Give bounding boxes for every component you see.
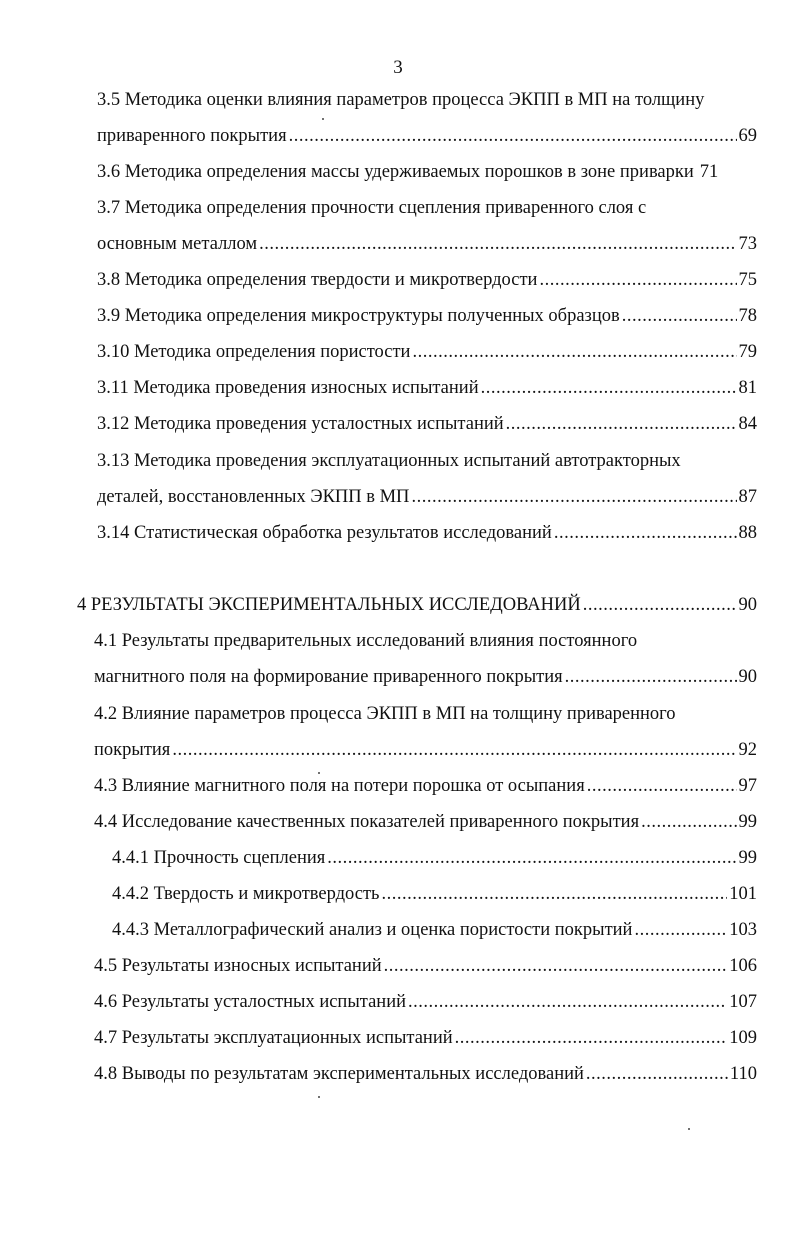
leader-dots bbox=[408, 991, 727, 1013]
toc-4-1-line1: 4.1 Результаты предварительных исследований влияния постоянного bbox=[94, 631, 638, 651]
toc-3-9-title: 3.9 Методика определения микроструктуры полученных образцов bbox=[97, 306, 620, 326]
toc-chapter-4-title: 4 РЕЗУЛЬТАТЫ ЭКСПЕРИМЕНТАЛЬНЫХ ИССЛЕДОВАНИЙ bbox=[77, 595, 581, 615]
toc-4-8-page: 110 bbox=[729, 1064, 757, 1084]
leader-dots bbox=[622, 305, 737, 327]
toc-3-13-line1: 3.13 Методика проведения эксплуатационных испытаний автотракторных bbox=[97, 451, 681, 471]
toc-4-5 bbox=[94, 955, 757, 977]
toc-3-5 bbox=[97, 125, 757, 147]
toc-4-8 bbox=[94, 1063, 757, 1085]
leader-dots bbox=[259, 233, 736, 255]
leader-dots bbox=[554, 522, 737, 544]
toc-3-14 bbox=[97, 522, 757, 544]
toc-3-12-page: 84 bbox=[738, 414, 757, 434]
leader-dots bbox=[327, 847, 736, 869]
toc-3-12-title: 3.12 Методика проведения усталостных испытаний bbox=[97, 414, 504, 434]
toc-4-3-page: 97 bbox=[738, 776, 757, 796]
toc-4-4-3 bbox=[112, 919, 757, 941]
toc-4-4-title: 4.4 Исследование качественных показателей приваренного покрытия bbox=[94, 812, 640, 832]
toc-3-5-line2: приваренного покрытия bbox=[97, 126, 287, 146]
leader-dots bbox=[587, 775, 737, 797]
toc-4-2-page: 92 bbox=[738, 740, 757, 760]
toc-3-9 bbox=[97, 305, 757, 327]
toc-3-13-page: 87 bbox=[738, 487, 757, 507]
toc-4-2-line1: 4.2 Влияние параметров процесса ЭКПП в МП на толщину приваренного bbox=[94, 704, 676, 724]
toc-4-3 bbox=[94, 775, 757, 797]
speck bbox=[318, 1096, 320, 1098]
toc-4-4-1 bbox=[112, 847, 757, 869]
toc-3-6-page: 71 bbox=[699, 162, 719, 182]
toc-3-11-title: 3.11 Методика проведения износных испытаний bbox=[97, 378, 479, 398]
toc-4-2 bbox=[94, 739, 757, 761]
toc-4-3-title: 4.3 Влияние магнитного поля на потери порошка от осыпания bbox=[94, 776, 585, 796]
toc-4-2-line2: покрытия bbox=[94, 740, 171, 760]
leader-dots bbox=[481, 377, 737, 399]
toc-3-5-line1: 3.5 Методика оценки влияния параметров процесса ЭКПП в МП на толщину bbox=[97, 90, 705, 110]
toc-3-9-page: 78 bbox=[738, 306, 757, 326]
leader-dots bbox=[539, 269, 736, 291]
toc-4-6-title: 4.6 Результаты усталостных испытаний bbox=[94, 992, 406, 1012]
leader-dots bbox=[411, 486, 736, 508]
toc-3-6 bbox=[97, 161, 757, 183]
toc-4-5-page: 106 bbox=[729, 956, 757, 976]
toc-3-8-title: 3.8 Методика определения твердости и микротвердости bbox=[97, 270, 538, 290]
speck bbox=[318, 772, 320, 774]
toc-4-7-page: 109 bbox=[729, 1028, 757, 1048]
toc-4-1-line2: магнитного поля на формирование приваренного покрытия bbox=[94, 667, 563, 687]
toc-4-6-page: 107 bbox=[729, 992, 757, 1012]
toc-3-13-line2: деталей, восстановленных ЭКПП в МП bbox=[97, 487, 410, 507]
toc-3-7 bbox=[97, 233, 757, 255]
page-number: 3 bbox=[393, 57, 403, 78]
speck bbox=[688, 1128, 690, 1130]
toc-4-4-2-page: 101 bbox=[729, 884, 757, 904]
toc-3-10 bbox=[97, 341, 757, 363]
toc-4-4-3-title: 4.4.3 Металлографический анализ и оценка пористости покрытий bbox=[112, 920, 633, 940]
toc-4-4 bbox=[94, 811, 757, 833]
toc-4-6 bbox=[94, 991, 757, 1013]
leader-dots bbox=[289, 125, 737, 147]
toc-3-6-title: 3.6 Методика определения массы удерживаемых порошков в зоне приварки bbox=[97, 162, 694, 182]
toc-3-14-page: 88 bbox=[738, 523, 757, 543]
toc-4-7 bbox=[94, 1027, 757, 1049]
leader-dots bbox=[455, 1027, 728, 1049]
toc-3-10-page: 79 bbox=[738, 342, 757, 362]
toc-3-10-title: 3.10 Методика определения пористости bbox=[97, 342, 411, 362]
toc-4-4-2 bbox=[112, 883, 757, 905]
leader-dots bbox=[565, 666, 737, 688]
toc-3-7-page: 73 bbox=[738, 234, 757, 254]
toc-3-11-page: 81 bbox=[738, 378, 757, 398]
leader-dots bbox=[586, 1063, 728, 1085]
toc-3-8-page: 75 bbox=[738, 270, 757, 290]
toc-3-11 bbox=[97, 377, 757, 399]
toc-chapter-4 bbox=[77, 594, 757, 616]
toc-3-13 bbox=[97, 486, 757, 508]
toc-3-7-line2: основным металлом bbox=[97, 234, 258, 254]
toc-3-8 bbox=[97, 269, 757, 291]
toc-3-12 bbox=[97, 413, 757, 435]
toc-3-5-page: 69 bbox=[738, 126, 757, 146]
speck bbox=[322, 118, 324, 120]
toc-4-4-1-title: 4.4.1 Прочность сцепления bbox=[112, 848, 326, 868]
toc-4-1 bbox=[94, 666, 757, 688]
toc-4-4-1-page: 99 bbox=[738, 848, 757, 868]
toc-4-8-title: 4.8 Выводы по результатам экспериментальных исследований bbox=[94, 1064, 584, 1084]
toc-4-7-title: 4.7 Результаты эксплуатационных испытаний bbox=[94, 1028, 453, 1048]
toc-4-4-page: 99 bbox=[738, 812, 757, 832]
leader-dots bbox=[506, 413, 737, 435]
toc-4-1-page: 90 bbox=[738, 667, 757, 687]
toc-3-14-title: 3.14 Статистическая обработка результатов исследований bbox=[97, 523, 552, 543]
leader-dots bbox=[412, 341, 736, 363]
toc-4-4-2-title: 4.4.2 Твердость и микротвердость bbox=[112, 884, 380, 904]
toc-4-5-title: 4.5 Результаты износных испытаний bbox=[94, 956, 382, 976]
leader-dots bbox=[641, 811, 736, 833]
leader-dots bbox=[634, 919, 727, 941]
leader-dots bbox=[172, 739, 736, 761]
toc-4-4-3-page: 103 bbox=[729, 920, 757, 940]
toc-3-7-line1: 3.7 Методика определения прочности сцепления приваренного слоя с bbox=[97, 198, 647, 218]
leader-dots bbox=[382, 883, 728, 905]
toc-chapter-4-page: 90 bbox=[738, 595, 757, 615]
leader-dots bbox=[583, 594, 737, 616]
leader-dots bbox=[384, 955, 728, 977]
